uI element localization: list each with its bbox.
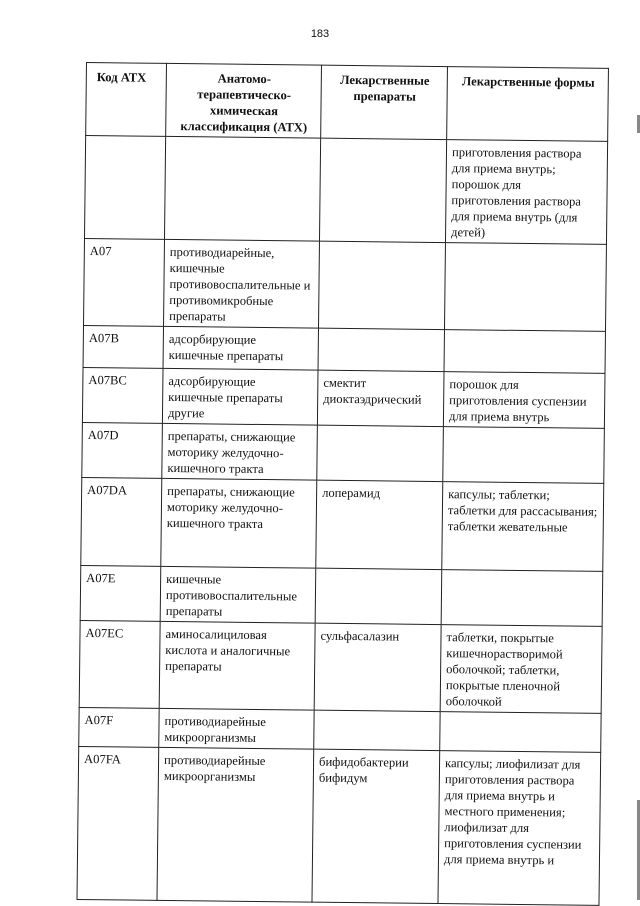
cell-forms [440,712,601,753]
cell-classification: противодиарейные, кишечные противовоспалительные и противомикробные препараты [164,239,320,328]
table-header-row [86,63,609,142]
cell-code: A07EC [79,620,160,708]
atc-table-wrapper [76,62,608,906]
table-row [82,367,605,428]
cell-drug: бифидобактерии бифидум [312,749,440,903]
cell-classification: адсорбирующие кишечные препараты [163,326,318,370]
table-row [79,620,602,713]
cell-drug [314,710,440,750]
cell-forms: капсулы; лиофилизат для приготовления раствора для приема внутрь и местного применения; лиофилизат для приготовления суспензии для приема внутрь и [438,751,601,906]
header-classification: Анатомо-терапевтическо-химическая классификация (АТХ) [166,63,322,138]
table-row [84,136,607,245]
cell-code [84,136,165,240]
table-row [81,477,604,571]
cell-code: A07E [80,565,161,621]
cell-drug: смектит диоктаэдрический [317,370,444,426]
cell-drug [318,328,444,371]
cell-drug [318,241,445,329]
cell-drug: лоперамид [316,480,443,569]
table-row [80,565,603,626]
cell-drug: сульфасалазин [314,623,441,711]
cell-forms [441,570,603,627]
header-code: Код АТХ [86,63,167,137]
header-forms: Лекарственные формы [447,67,609,142]
table-row [84,238,607,331]
table-row [79,707,601,752]
cell-classification [164,136,320,241]
cell-code: A07 [84,238,165,326]
cell-forms [444,243,606,332]
cell-forms: капсулы; таблетки; таблетки для рассасывания; таблетки жевательные [442,482,604,572]
table-row [77,746,601,905]
table-row [83,325,605,373]
cell-forms [444,330,605,374]
cell-forms: приготовления раствора для приема внутрь; порошок для приготовления раствора для приема внутрь (для детей) [445,140,607,245]
table-row [82,422,605,483]
cell-drug [319,138,446,242]
cell-classification: кишечные противовоспалительные препараты [160,566,316,623]
cell-forms: таблетки, покрытые кишечнорастворимой оболочкой; таблетки, покрытые пленочной оболочкой [440,625,602,714]
cell-drug [315,568,442,624]
cell-code: A07DA [81,477,162,566]
cell-code: A07D [82,422,163,478]
page-number: 183 [310,28,330,40]
cell-code: A07FA [77,746,159,900]
cell-forms [443,427,605,484]
cell-classification: аминосалициловая кислота и аналогичные препараты [159,621,315,710]
cell-classification: препараты, снижающие моторику желудочно-кишечного тракта [161,478,317,568]
cell-forms: порошок для приготовления суспензии для приема внутрь [443,372,605,429]
atc-table [76,62,608,906]
cell-classification: противодиарейные микроорганизмы [159,708,314,749]
cell-code: A07F [79,707,159,747]
cell-classification: противодиарейные микроорганизмы [157,747,314,902]
cell-drug [317,425,444,481]
cell-code: A07BC [82,367,163,423]
header-drugs: Лекарственные препараты [321,65,448,139]
cell-classification: препараты, снижающие моторику желудочно-кишечного тракта [162,423,318,480]
cell-code: A07B [83,325,163,368]
cell-classification: адсорбирующие кишечные препараты другие [162,368,318,425]
